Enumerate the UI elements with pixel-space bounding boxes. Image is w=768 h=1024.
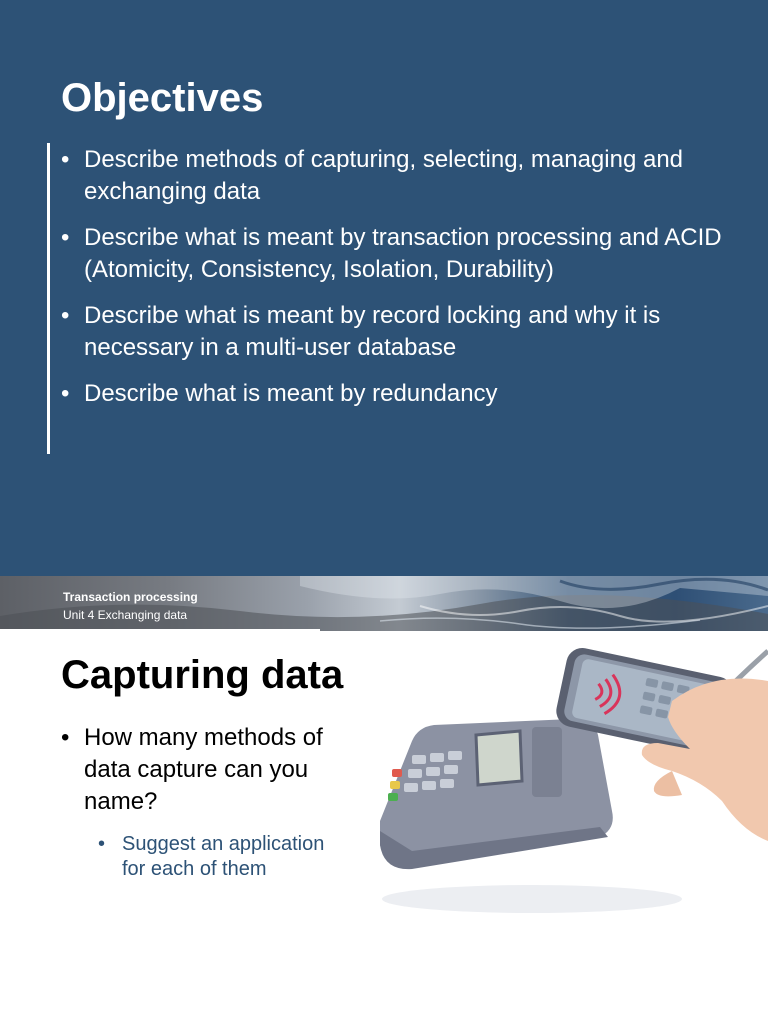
objectives-list: [61, 144, 741, 424]
sub-item: • Suggest an application for each of them: [98, 832, 351, 882]
objective-item: • Describe what is meant by redundancy: [61, 378, 741, 410]
objective-item: • Describe what is meant by record locking and why it is necessary in a multi-user database: [61, 300, 741, 364]
left-accent-bar: [47, 143, 50, 454]
question-item: [61, 722, 351, 882]
banner-subtitle: Unit 4 Exchanging data: [63, 608, 188, 622]
question-text: How many methods of data capture can you name?: [84, 724, 323, 815]
footer-banner: [0, 576, 768, 631]
question-list: [61, 722, 351, 882]
sub-list: [98, 832, 351, 882]
capturing-data-slide: [0, 631, 768, 1024]
objective-item: • Describe methods of capturing, selecting, managing and exchanging data: [61, 144, 741, 208]
slide-title: Capturing data: [61, 653, 344, 697]
objective-item: • Describe what is meant by transaction processing and ACID (Atomicity, Consistency, Isolation, Durability): [61, 222, 741, 286]
slide-title: Objectives: [61, 76, 264, 120]
banner-title: Transaction processing: [63, 590, 198, 604]
contactless-payment-photo: [372, 631, 768, 931]
